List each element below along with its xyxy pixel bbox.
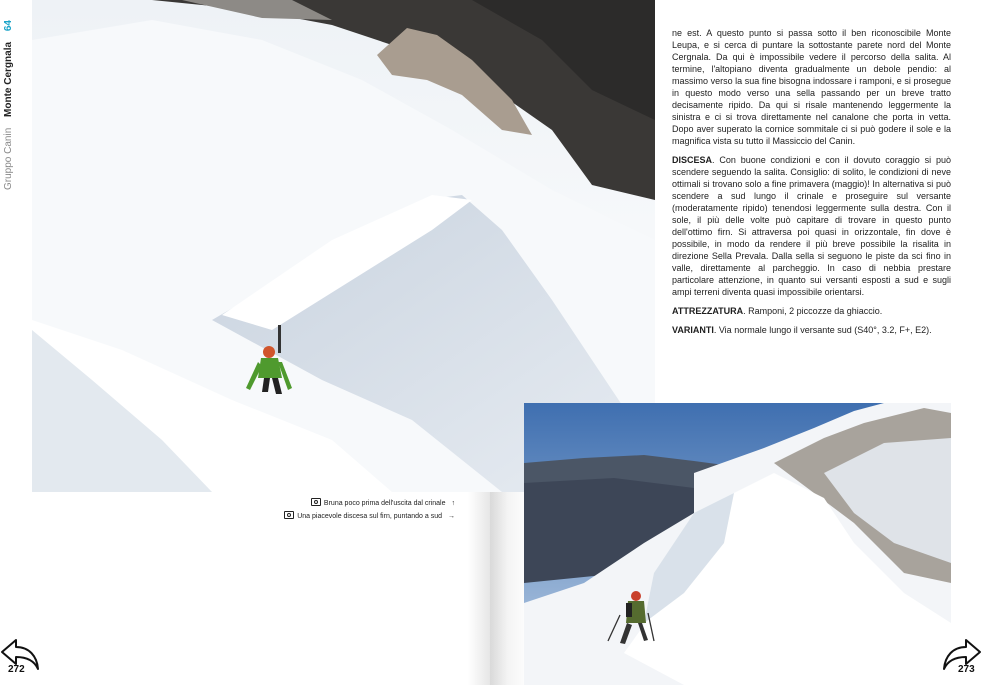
discesa-paragraph <box>672 154 951 298</box>
photo-captions <box>200 497 455 523</box>
discesa-label: DISCESA <box>672 155 713 165</box>
varianti-text: . Via normale lungo il versante sud (S40°, 3.2, F+, E2). <box>713 325 932 335</box>
caption-2-text: Una piacevole discesa sul firn, puntando a sud <box>297 513 442 520</box>
attrezzatura-label: ATTREZZATURA <box>672 306 744 316</box>
running-header <box>3 0 21 190</box>
caption-1-text: Bruna poco prima dell'uscita dal crinale <box>323 500 446 507</box>
camera-icon <box>311 498 321 506</box>
skier-descent-photo <box>524 403 951 685</box>
attrezzatura-text: . Ramponi, 2 piccozze da ghiaccio. <box>743 306 883 316</box>
arrow-right-icon: → <box>448 513 455 520</box>
discesa-text: . Con buone condizioni e con il dovuto coraggio si può scendere seguendo la salita. Consiglio: di solito, le condizioni di neve ottimali si trovano solo a fine primavera (maggio)! In alternativa si può scendere a sud lungo il crinale e proseguire sul versante (moderatamente ripido) tenendosi leggermente sulla destra. Con il sole, il più delle volte può capitare di trovare in questo punto dell'ottimo firn. Si attraversa poi quasi in orizzontale, fin dove è possibile, in modo da rendere il più breve possibile la risalita in direzione Sella Prevala. Dalla sella si seguono le piste da sci fino in valle, direttamente al parcheggio. In caso di nebbia prestare particolare attenzione, in quanto sui versanti esposti a sud e sugli ampi terreni diventa quasi impossibile orientarsi. <box>672 155 951 297</box>
mountain-name: Monte Cergnala <box>3 41 14 117</box>
caption-1 <box>200 497 455 510</box>
attrezzatura-paragraph <box>672 305 951 317</box>
arrow-up-icon: ↑ <box>451 500 455 507</box>
page-number-left: 272 <box>8 664 25 675</box>
gutter-shadow <box>468 490 490 685</box>
route-number: 64 <box>3 20 14 32</box>
camera-icon <box>284 511 294 519</box>
caption-2 <box>200 510 455 523</box>
page-number-right: 273 <box>958 664 975 675</box>
ascent-paragraph: ne est. A questo punto si passa sotto il ben riconoscibile Monte Leupa, e si cerca di puntare la sottostante parete nord del Monte Cergnala. Da qui è impossibile vedere il percorso della salita. Al termine, l'altopiano diventa gradualmente un debole pendio: al massimo verso la sua fine bisogna indossare i ramponi, e si prosegue in questo modo verso una sella passando per un breve tratto decisamente ripido. Da qui si risale mantenendo leggermente la sinistra e ci si trova direttamente nel canalone che porta in vetta. Dopo aver superato la cornice sommitale ci si può godere il sole e la magnifica vista su tutto il Massiccio del Canin. <box>672 28 951 146</box>
varianti-label: VARIANTI <box>672 325 714 335</box>
section-name: Gruppo Canin <box>3 127 14 190</box>
varianti-paragraph <box>672 324 951 336</box>
route-description <box>672 27 951 343</box>
